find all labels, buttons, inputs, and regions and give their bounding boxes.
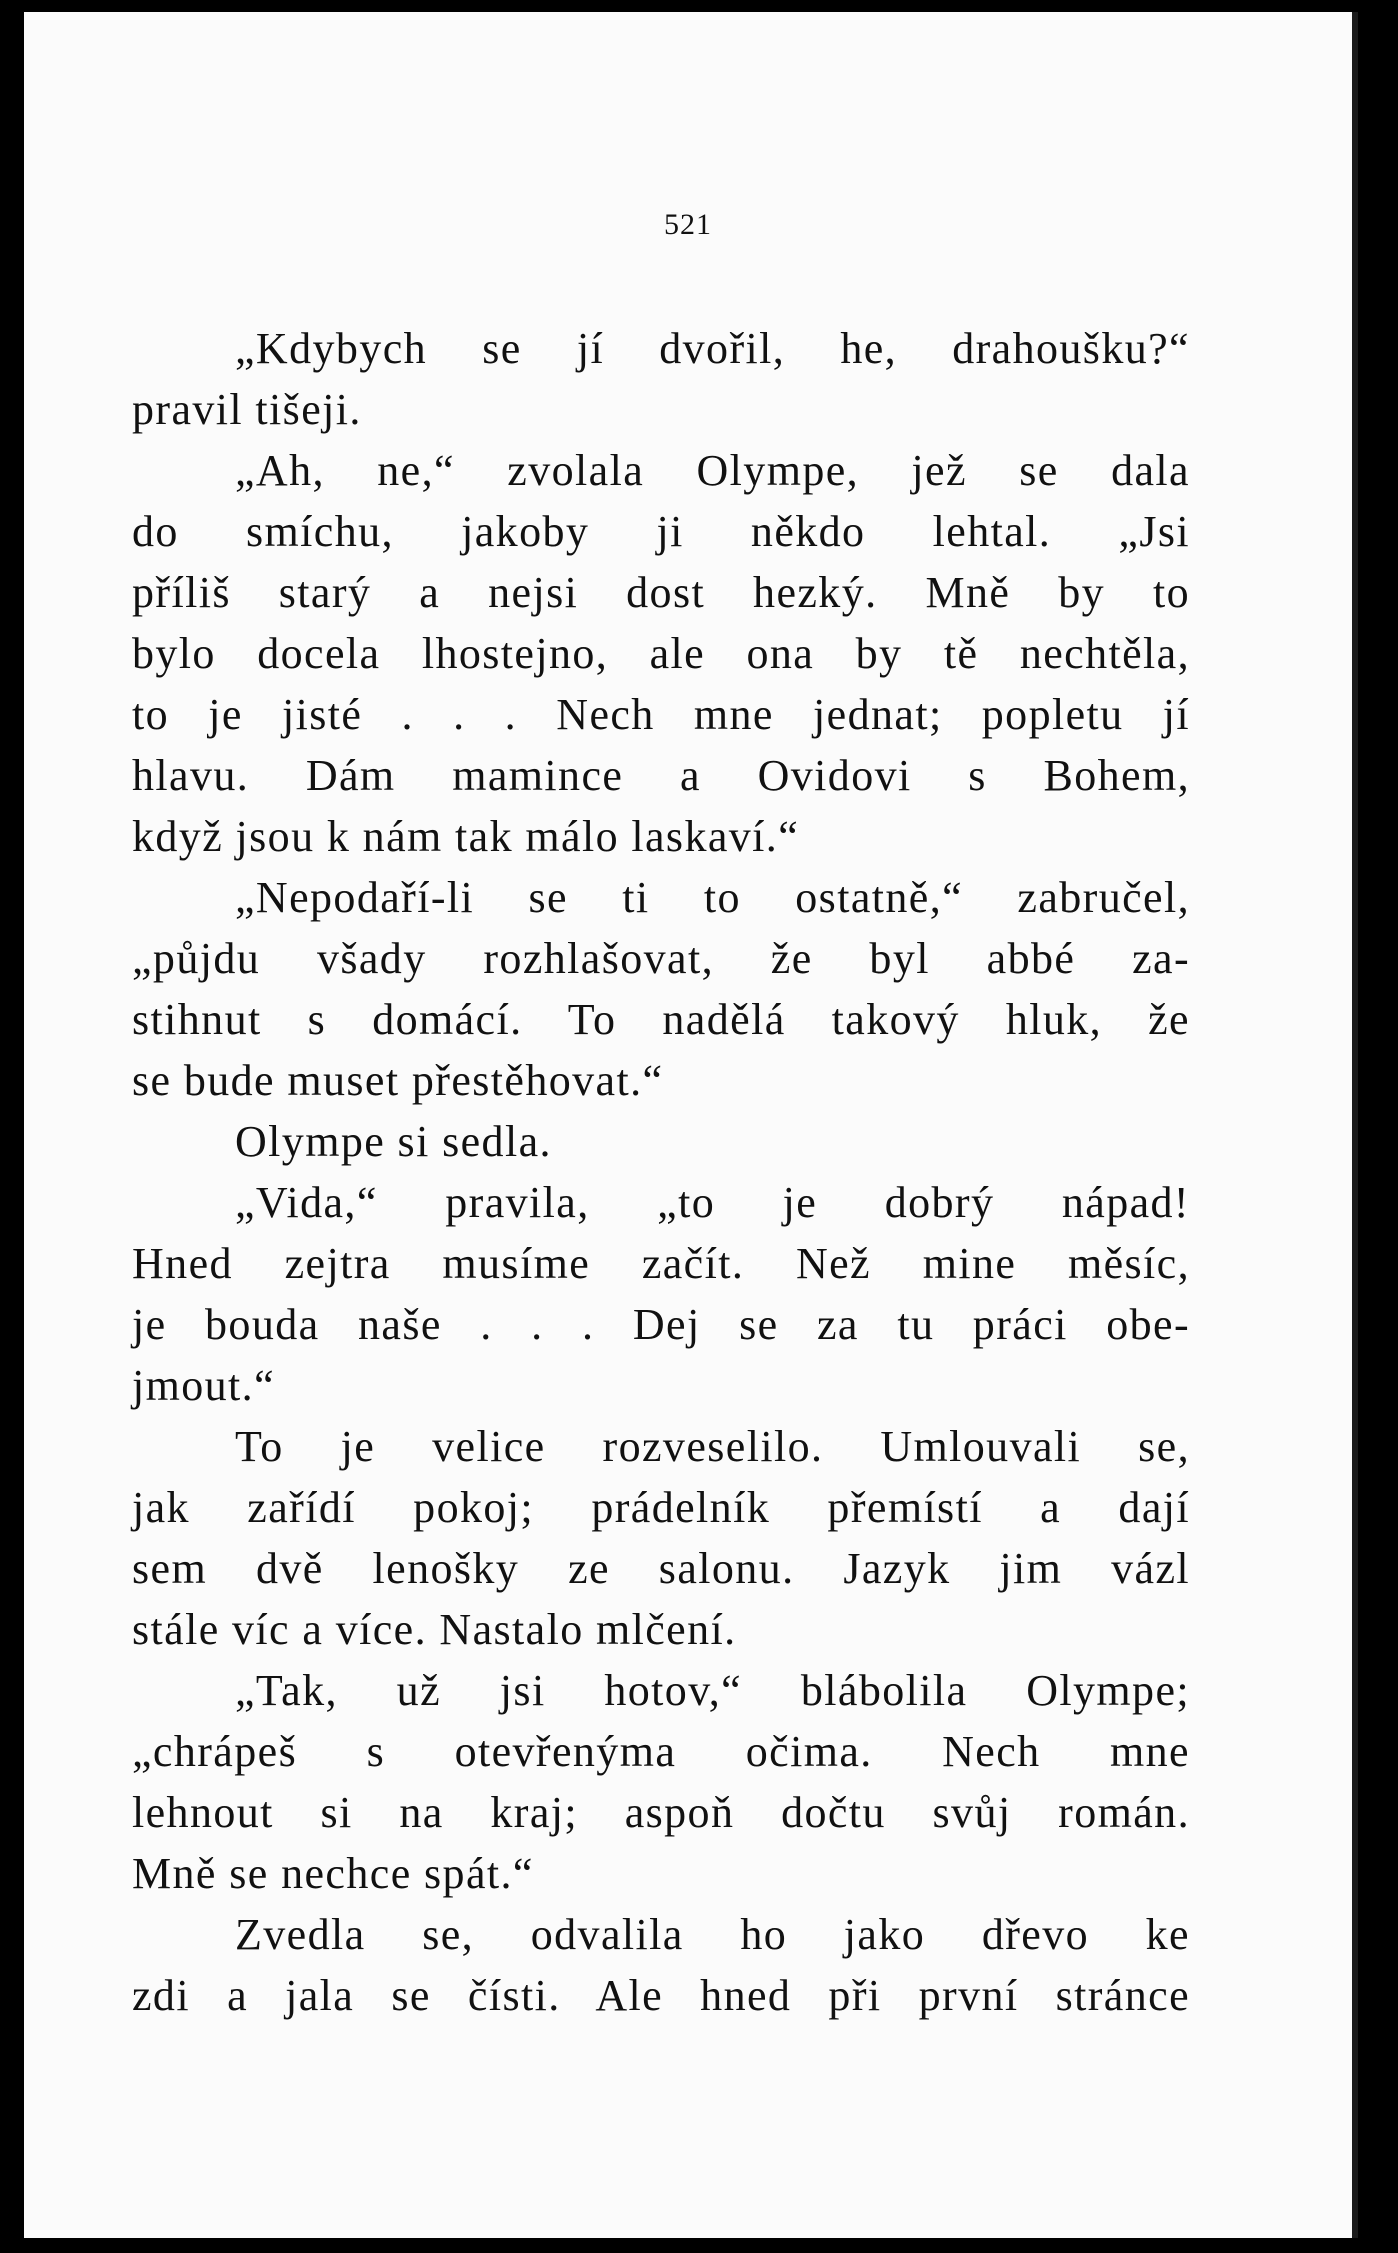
- text-line: lehnout si na kraj; aspoň dočtu svůj román.: [132, 1788, 1190, 1837]
- text-line: „Vida,“ pravila, „to je dobrý nápad!: [235, 1178, 1190, 1227]
- text-line: sem dvě lenošky ze salonu. Jazyk jim vázl: [132, 1544, 1190, 1593]
- text-line: Olympe si sedla.: [235, 1117, 552, 1166]
- text-line: bylo docela lhostejno, ale ona by tě nechtěla,: [132, 629, 1190, 678]
- text-line: jak zařídí pokoj; prádelník přemístí a dají: [132, 1483, 1190, 1532]
- text-line: pravil tišeji.: [132, 385, 362, 434]
- text-line: do smíchu, jakoby ji někdo lehtal. „Jsi: [132, 507, 1190, 556]
- text-line: stihnut s domácí. To nadělá takový hluk, že: [132, 995, 1190, 1044]
- text-line: „Ah, ne,“ zvolala Olympe, jež se dala: [235, 446, 1190, 495]
- text-line: příliš starý a nejsi dost hezký. Mně by to: [132, 568, 1190, 617]
- text-line: když jsou k nám tak málo laskaví.“: [132, 812, 800, 861]
- page-number: 521: [664, 208, 712, 241]
- text-line: zdi a jala se čísti. Ale hned při první stránce: [132, 1971, 1190, 2020]
- text-line: hlavu. Dám mamince a Ovidovi s Bohem,: [132, 751, 1190, 800]
- text-line: je bouda naše . . . Dej se za tu práci obe-: [132, 1300, 1190, 1349]
- text-line: jmout.“: [132, 1361, 276, 1410]
- text-line: to je jisté . . . Nech mne jednat; popletu jí: [132, 690, 1190, 739]
- text-line: Mně se nechce spát.“: [132, 1849, 534, 1898]
- text-line: „půjdu všady rozhlašovat, že byl abbé za-: [132, 934, 1190, 983]
- text-line: „Nepodaří-li se ti to ostatně,“ zabručel,: [235, 873, 1190, 922]
- text-line: Zvedla se, odvalila ho jako dřevo ke: [235, 1910, 1190, 1959]
- text-line: stále víc a více. Nastalo mlčení.: [132, 1605, 737, 1654]
- page-text: [132, 318, 1190, 2026]
- text-line: „Kdybych se jí dvořil, he, drahoušku?“: [235, 324, 1190, 373]
- text-line: „chrápeš s otevřenýma očima. Nech mne: [132, 1727, 1190, 1776]
- text-line: se bude muset přestěhovat.“: [132, 1056, 664, 1105]
- text-line: „Tak, už jsi hotov,“ blábolila Olympe;: [235, 1666, 1190, 1715]
- text-line: Hned zejtra musíme začít. Než mine měsíc,: [132, 1239, 1190, 1288]
- book-page: [24, 12, 1358, 2238]
- text-line: To je velice rozveselilo. Umlouvali se,: [235, 1422, 1190, 1471]
